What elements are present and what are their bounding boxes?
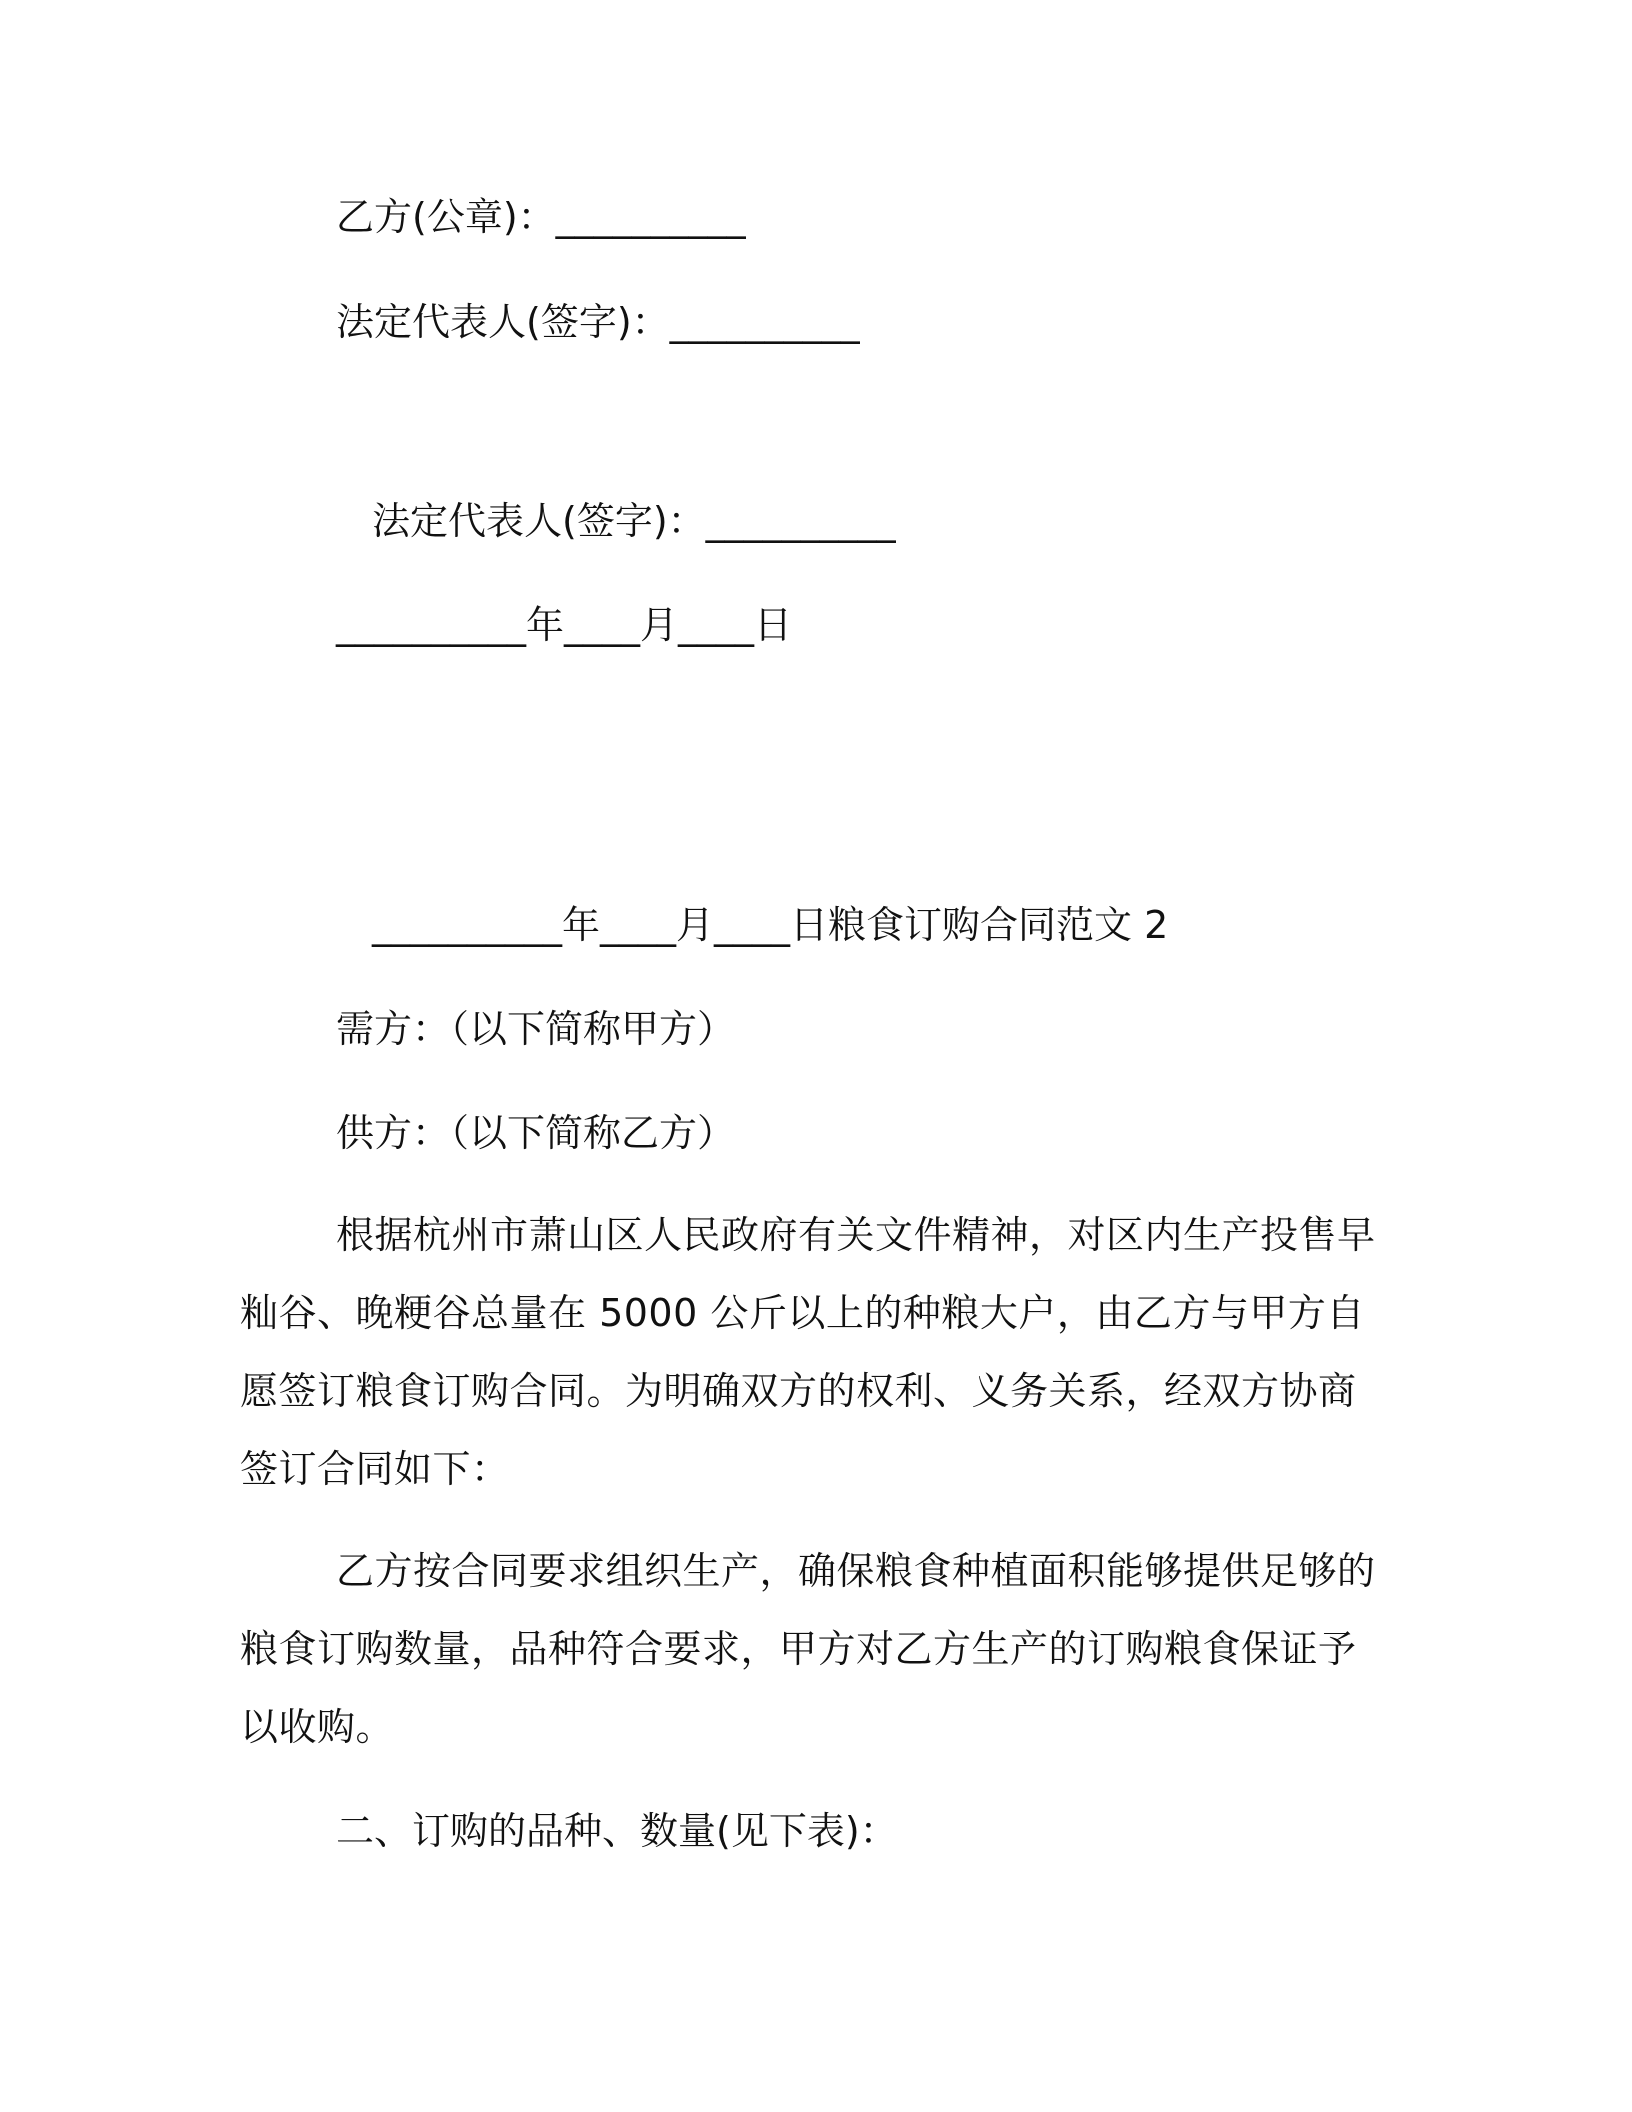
intro-paragraph: 根据杭州市萧山区人民政府有关文件精神，对区内生产投售早籼谷、晚粳谷总量在 5000 公斤以上的种粮大户，由乙方与甲方自愿签订粮食订购合同。为明确双方的权利、义务关系，经双方协商签订合同如下： [240, 1213, 1376, 1491]
supplier-party-line: 供方：（以下简称乙方） [336, 1111, 736, 1155]
signing-date-line: __________年____月____日 [336, 603, 793, 647]
clause-one-paragraph: 乙方按合同要求组织生产，确保粮食种植面积能够提供足够的粮食订购数量，品种符合要求，甲方对乙方生产的订购粮食保证予以收购。 [240, 1549, 1376, 1749]
clause-two-heading: 二、订购的品种、数量(见下表)： [336, 1809, 898, 1853]
party-b-seal-line: 乙方(公章)：__________ [336, 195, 746, 239]
contract-title: __________年____月____日粮食订购合同范文 2 [372, 903, 1169, 947]
legal-representative-signature-line: 法定代表人(签字)：__________ [336, 300, 860, 344]
buyer-party-line: 需方：（以下简称甲方） [336, 1007, 736, 1051]
legal-representative-signature-line-2: 法定代表人(签字)：__________ [372, 499, 896, 543]
